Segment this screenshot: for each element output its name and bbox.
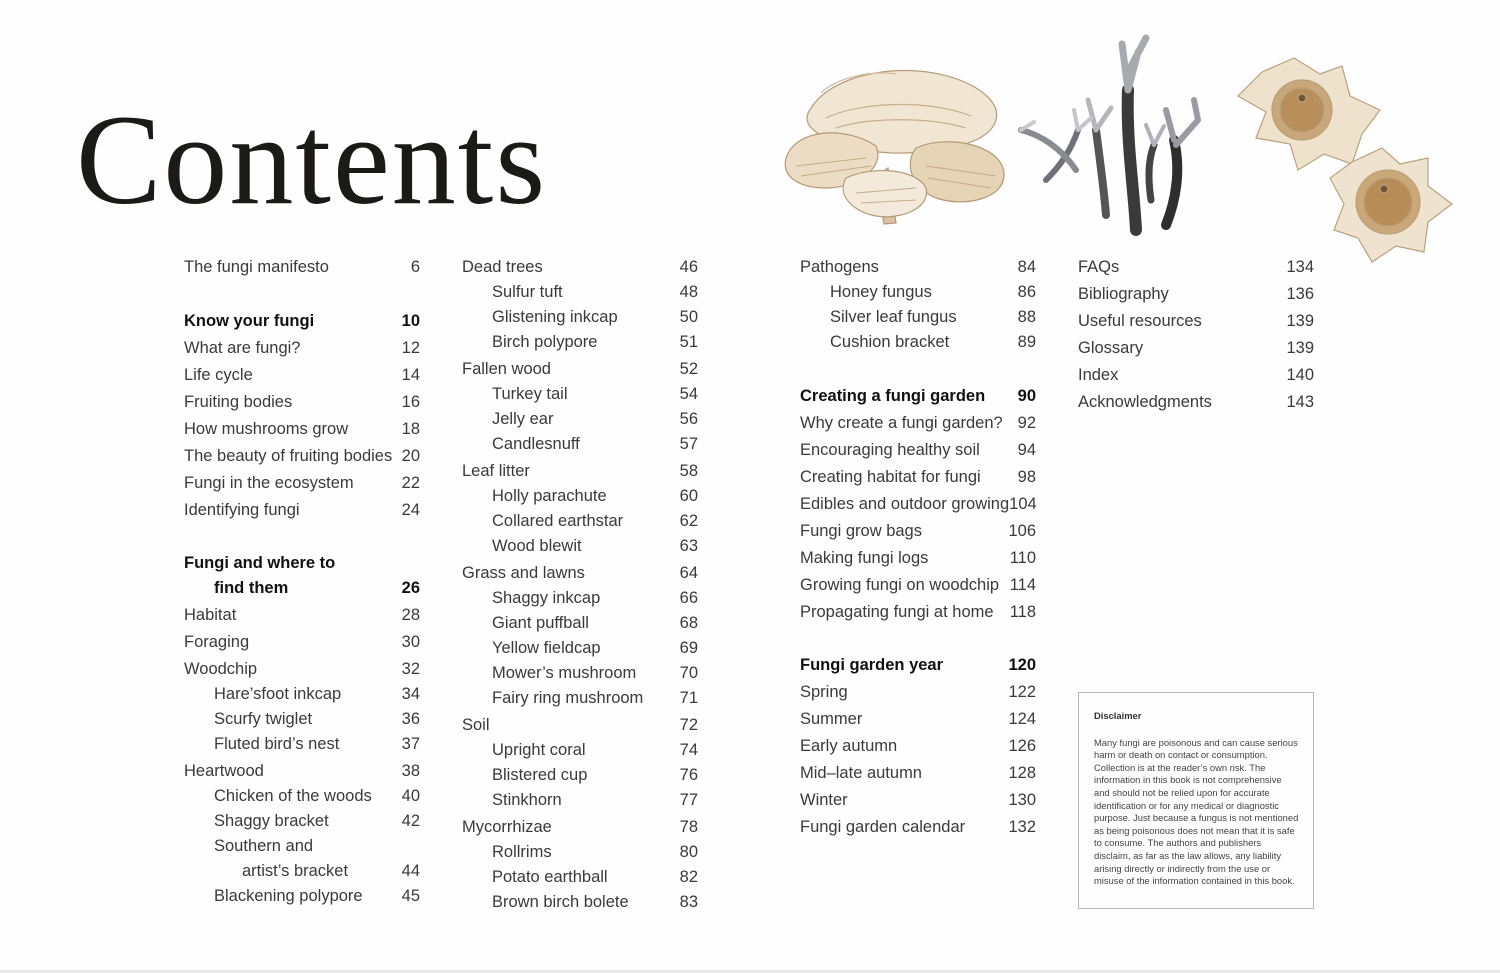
toc-subentry[interactable] xyxy=(830,308,1036,332)
toc-column-3 xyxy=(800,258,1036,858)
entry-page: 130 xyxy=(1008,791,1036,809)
entry-label: Stinkhorn xyxy=(492,791,562,809)
toc-subentry[interactable] xyxy=(830,283,1036,307)
entry-label: Sulfur tuft xyxy=(492,283,563,301)
toc-subentry[interactable] xyxy=(214,887,420,911)
entry-page: 104 xyxy=(1009,495,1037,513)
entry-label: Foraging xyxy=(184,633,250,651)
toc-entry[interactable] xyxy=(184,501,420,525)
entry-page: 26 xyxy=(401,579,420,597)
entry-label: Creating a fungi garden xyxy=(800,387,986,405)
entry-label: Yellow fieldcap xyxy=(492,639,601,657)
toc-entry[interactable] xyxy=(184,474,420,498)
entry-page: 70 xyxy=(679,664,698,682)
entry-page: 132 xyxy=(1008,818,1036,836)
entry-page: 139 xyxy=(1286,339,1314,357)
entry-label: How mushrooms grow xyxy=(184,420,349,438)
toc-column-4 xyxy=(1078,258,1314,428)
entry-page: 20 xyxy=(401,447,420,465)
toc-entry[interactable] xyxy=(800,414,1036,438)
entry-page: 80 xyxy=(679,843,698,861)
toc-entry[interactable] xyxy=(184,606,420,630)
entry-page: 32 xyxy=(401,660,420,678)
entry-page: 34 xyxy=(401,685,420,703)
toc-entry[interactable] xyxy=(800,549,1036,573)
entry-label: Useful resources xyxy=(1078,312,1202,330)
entry-label: Early autumn xyxy=(800,737,898,755)
entry-label: Know your fungi xyxy=(184,312,315,330)
entry-label: Fungi and where to xyxy=(184,554,336,572)
toc-section-heading[interactable] xyxy=(184,554,420,578)
page-title: Contents xyxy=(76,89,548,231)
entry-label: Mower’s mushroom xyxy=(492,664,637,682)
entry-label: Honey fungus xyxy=(830,283,932,301)
entry-page: 66 xyxy=(679,589,698,607)
toc-subentry[interactable] xyxy=(214,812,420,836)
entry-page: 68 xyxy=(679,614,698,632)
toc-entry[interactable] xyxy=(800,764,1036,788)
entry-label: Fallen wood xyxy=(462,360,551,378)
toc-subentry[interactable] xyxy=(214,710,420,734)
entry-label: Index xyxy=(1078,366,1119,384)
toc-entry[interactable] xyxy=(184,633,420,657)
toc-entry[interactable] xyxy=(462,462,698,486)
toc-subentry[interactable] xyxy=(214,837,420,861)
entry-page: 14 xyxy=(401,366,420,384)
entry-page: 12 xyxy=(401,339,420,357)
entry-page: 94 xyxy=(1017,441,1036,459)
entry-page: 48 xyxy=(679,283,698,301)
entry-label: Candlesnuff xyxy=(492,435,580,453)
entry-label: Acknowledgments xyxy=(1078,393,1212,411)
entry-page: 122 xyxy=(1008,683,1036,701)
toc-entry[interactable] xyxy=(1078,366,1314,390)
entry-label: Holly parachute xyxy=(492,487,607,505)
toc-subentry[interactable] xyxy=(492,741,698,765)
entry-page: 28 xyxy=(401,606,420,624)
entry-page: 30 xyxy=(401,633,420,651)
entry-page: 118 xyxy=(1009,603,1036,621)
entry-page: 22 xyxy=(401,474,420,492)
entry-label: Silver leaf fungus xyxy=(830,308,957,326)
entry-label: Growing fungi on woodchip xyxy=(800,576,1000,594)
entry-page: 82 xyxy=(679,868,698,886)
entry-page: 51 xyxy=(679,333,698,351)
entry-label: Collared earthstar xyxy=(492,512,624,530)
toc-subentry[interactable] xyxy=(492,589,698,613)
entry-label: Wood blewit xyxy=(492,537,582,555)
entry-page: 63 xyxy=(679,537,698,555)
entry-label: Cushion bracket xyxy=(830,333,950,351)
entry-page: 78 xyxy=(679,818,698,836)
entry-label: Leaf litter xyxy=(462,462,530,480)
entry-label: Woodchip xyxy=(184,660,258,678)
entry-page: 72 xyxy=(679,716,698,734)
candlesnuff-fungus-illustration xyxy=(1016,30,1216,240)
toc-entry[interactable] xyxy=(800,441,1036,465)
entry-label: FAQs xyxy=(1078,258,1120,276)
entry-page: 38 xyxy=(401,762,420,780)
entry-page: 54 xyxy=(679,385,698,403)
entry-label: Brown birch bolete xyxy=(492,893,629,911)
entry-page: 37 xyxy=(401,735,420,753)
entry-label: Mid–late autumn xyxy=(800,764,922,782)
toc-subentry[interactable] xyxy=(492,308,698,332)
toc-subentry[interactable] xyxy=(492,283,698,307)
entry-label: Fluted bird’s nest xyxy=(214,735,340,753)
entry-label: Summer xyxy=(800,710,863,728)
entry-page: 126 xyxy=(1008,737,1036,755)
entry-label: Bibliography xyxy=(1078,285,1169,303)
entry-label: Why create a fungi garden? xyxy=(800,414,1003,432)
toc-subentry[interactable] xyxy=(492,664,698,688)
entry-label: Chicken of the woods xyxy=(214,787,372,805)
entry-page: 10 xyxy=(401,312,420,330)
entry-page: 44 xyxy=(401,862,420,880)
earthstar-illustration xyxy=(1232,52,1456,264)
toc-entry[interactable] xyxy=(462,716,698,740)
entry-label: find them xyxy=(214,579,289,597)
toc-subentry[interactable] xyxy=(492,766,698,790)
toc-subentry[interactable] xyxy=(492,385,698,409)
entry-label: Winter xyxy=(800,791,848,809)
entry-label: Propagating fungi at home xyxy=(800,603,994,621)
toc-entry[interactable] xyxy=(800,468,1036,492)
entry-page: 74 xyxy=(679,741,698,759)
entry-label: Fungi garden calendar xyxy=(800,818,966,836)
toc-entry[interactable] xyxy=(1078,339,1314,363)
entry-page: 71 xyxy=(679,689,698,707)
entry-label: Fruiting bodies xyxy=(184,393,293,411)
entry-label: artist’s bracket xyxy=(242,862,349,880)
toc-entry[interactable] xyxy=(462,818,698,842)
entry-label: Fungi in the ecosystem xyxy=(184,474,354,492)
entry-page: 88 xyxy=(1017,308,1036,326)
entry-label: Spring xyxy=(800,683,848,701)
entry-label: What are fungi? xyxy=(184,339,301,357)
entry-page: 76 xyxy=(679,766,698,784)
toc-entry[interactable] xyxy=(800,791,1036,815)
entry-page: 36 xyxy=(401,710,420,728)
toc-entry[interactable] xyxy=(800,710,1036,734)
entry-label: Scurfy twiglet xyxy=(214,710,313,728)
entry-label: Dead trees xyxy=(462,258,543,276)
disclaimer-box xyxy=(1078,692,1314,909)
toc-subentry[interactable] xyxy=(492,791,698,815)
entry-page: 60 xyxy=(679,487,698,505)
toc-entry[interactable] xyxy=(184,366,420,390)
toc-entry[interactable] xyxy=(800,522,1036,546)
entry-label: Habitat xyxy=(184,606,237,624)
oyster-mushroom-illustration xyxy=(776,48,1016,226)
toc-subentry[interactable] xyxy=(492,435,698,459)
toc-entry[interactable] xyxy=(462,258,698,282)
toc-section-heading[interactable] xyxy=(800,656,1036,680)
entry-label: Soil xyxy=(462,716,490,734)
toc-subentry[interactable] xyxy=(492,893,698,917)
entry-label: Turkey tail xyxy=(492,385,568,403)
entry-page: 120 xyxy=(1008,656,1036,674)
disclaimer-text: Many fungi are poisonous and can cause serious harm or death on contact or consumption. Collection is at the reader’s own risk. The information in this book is not comprehensive and should not be relied upon for accurate identification or for any medical or diagnostic purpose. Just because a fungus is not mentioned as being poisonous does not mean that it is safe to consume. The authors and publishers disclaim, as far as the law allows, any liability arising directly or indirectly from the use or misuse of the information contained in this book. xyxy=(1094,736,1299,887)
entry-page: 56 xyxy=(679,410,698,428)
toc-entry[interactable] xyxy=(462,360,698,384)
toc-subentry[interactable] xyxy=(492,614,698,638)
entry-page: 58 xyxy=(679,462,698,480)
toc-entry[interactable] xyxy=(800,603,1036,627)
toc-entry[interactable] xyxy=(1078,285,1314,309)
entry-label: Encouraging healthy soil xyxy=(800,441,980,459)
entry-page: 124 xyxy=(1008,710,1036,728)
toc-entry[interactable] xyxy=(1078,258,1314,282)
entry-page: 42 xyxy=(401,812,420,830)
toc-section-heading[interactable] xyxy=(800,387,1036,411)
toc-entry[interactable] xyxy=(800,495,1036,519)
entry-label: Blackening polypore xyxy=(214,887,363,905)
toc-section-heading[interactable] xyxy=(184,312,420,336)
toc-entry[interactable] xyxy=(1078,393,1314,417)
entry-label: Fairy ring mushroom xyxy=(492,689,644,707)
entry-label: Rollrims xyxy=(492,843,552,861)
entry-label: Pathogens xyxy=(800,258,879,276)
entry-page: 90 xyxy=(1017,387,1036,405)
entry-label: The fungi manifesto xyxy=(184,258,329,276)
entry-page: 84 xyxy=(1017,258,1036,276)
entry-label: Southern and xyxy=(214,837,314,855)
toc-entry[interactable] xyxy=(800,737,1036,761)
toc-subentry[interactable] xyxy=(492,537,698,561)
entry-label: Jelly ear xyxy=(492,410,554,428)
toc-subentry[interactable] xyxy=(492,333,698,357)
entry-label: Creating habitat for fungi xyxy=(800,468,981,486)
entry-label: Edibles and outdoor growing xyxy=(800,495,1010,513)
entry-label: Shaggy inkcap xyxy=(492,589,601,607)
toc-entry[interactable] xyxy=(184,339,420,363)
toc-subentry[interactable] xyxy=(492,487,698,511)
entry-page: 86 xyxy=(1017,283,1036,301)
entry-label: Giant puffball xyxy=(492,614,589,632)
toc-entry[interactable] xyxy=(184,258,420,282)
toc-entry[interactable] xyxy=(800,683,1036,707)
entry-page: 45 xyxy=(401,887,420,905)
toc-entry[interactable] xyxy=(462,564,698,588)
entry-label: Potato earthball xyxy=(492,868,608,886)
entry-page: 110 xyxy=(1009,549,1036,567)
entry-page: 89 xyxy=(1017,333,1036,351)
entry-page: 139 xyxy=(1286,312,1314,330)
entry-label: Glistening inkcap xyxy=(492,308,618,326)
entry-label: Identifying fungi xyxy=(184,501,300,519)
entry-page: 140 xyxy=(1286,366,1314,384)
toc-entry[interactable] xyxy=(184,447,420,471)
toc-subentry[interactable] xyxy=(492,689,698,713)
entry-page: 64 xyxy=(679,564,698,582)
toc-subentry[interactable] xyxy=(830,333,1036,357)
entry-page: 16 xyxy=(401,393,420,411)
entry-page: 114 xyxy=(1009,576,1036,594)
toc-subentry[interactable] xyxy=(492,512,698,536)
entry-label: Birch polypore xyxy=(492,333,598,351)
entry-page: 57 xyxy=(679,435,698,453)
entry-page: 52 xyxy=(679,360,698,378)
entry-label: Blistered cup xyxy=(492,766,588,784)
entry-label: Shaggy bracket xyxy=(214,812,329,830)
toc-column-1 xyxy=(184,258,420,918)
toc-section-heading[interactable] xyxy=(214,579,420,603)
entry-page: 128 xyxy=(1008,764,1036,782)
toc-subentry[interactable] xyxy=(492,639,698,663)
toc-subentry[interactable] xyxy=(242,862,420,886)
toc-entry[interactable] xyxy=(184,420,420,444)
disclaimer-heading: Disclaimer xyxy=(1094,710,1142,721)
entry-page: 83 xyxy=(679,893,698,911)
toc-column-2 xyxy=(462,258,698,918)
entry-page: 18 xyxy=(401,420,420,438)
entry-label: Grass and lawns xyxy=(462,564,585,582)
toc-entry[interactable] xyxy=(800,258,1036,282)
entry-label: Making fungi logs xyxy=(800,549,929,567)
entry-page: 98 xyxy=(1017,468,1036,486)
entry-page: 40 xyxy=(401,787,420,805)
entry-page: 136 xyxy=(1286,285,1314,303)
toc-subentry[interactable] xyxy=(492,410,698,434)
entry-label: Mycorrhizae xyxy=(462,818,552,836)
entry-label: Glossary xyxy=(1078,339,1144,357)
entry-page: 92 xyxy=(1017,414,1036,432)
entry-page: 143 xyxy=(1286,393,1314,411)
entry-page: 6 xyxy=(410,258,420,276)
toc-subentry[interactable] xyxy=(214,787,420,811)
entry-label: Fungi grow bags xyxy=(800,522,922,540)
entry-label: The beauty of fruiting bodies xyxy=(184,447,393,465)
entry-page: 69 xyxy=(679,639,698,657)
toc-subentry[interactable] xyxy=(492,843,698,867)
entry-page: 106 xyxy=(1008,522,1036,540)
toc-entry[interactable] xyxy=(184,393,420,417)
entry-label: Life cycle xyxy=(184,366,253,384)
toc-entry[interactable] xyxy=(184,660,420,684)
entry-label: Upright coral xyxy=(492,741,586,759)
entry-page: 134 xyxy=(1286,258,1314,276)
toc-entry[interactable] xyxy=(1078,312,1314,336)
toc-subentry[interactable] xyxy=(214,685,420,709)
toc-entry[interactable] xyxy=(800,818,1036,842)
entry-page: 24 xyxy=(401,501,420,519)
toc-entry[interactable] xyxy=(800,576,1036,600)
entry-page: 50 xyxy=(679,308,698,326)
toc-entry[interactable] xyxy=(184,762,420,786)
entry-page: 62 xyxy=(679,512,698,530)
toc-subentry[interactable] xyxy=(492,868,698,892)
toc-subentry[interactable] xyxy=(214,735,420,759)
entry-page: 77 xyxy=(679,791,698,809)
entry-label: Heartwood xyxy=(184,762,264,780)
entry-label: Fungi garden year xyxy=(800,656,944,674)
entry-page: 46 xyxy=(679,258,698,276)
entry-label: Hare’sfoot inkcap xyxy=(214,685,342,703)
